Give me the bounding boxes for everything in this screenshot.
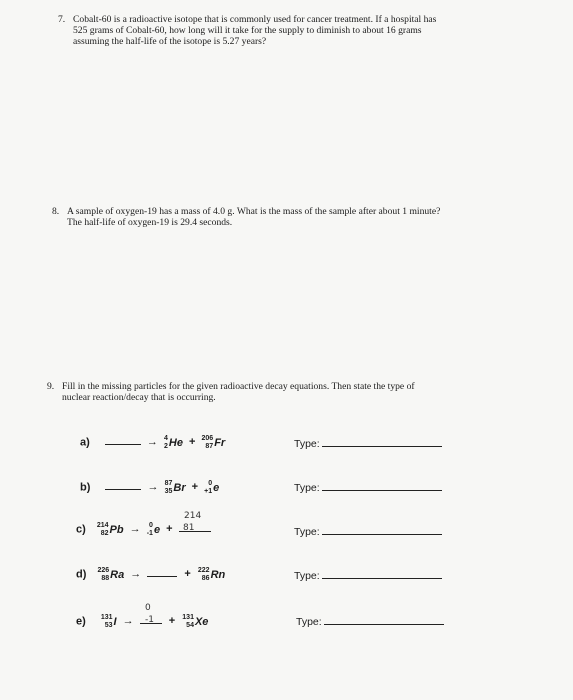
question-line: A sample of oxygen-19 has a mass of 4.0 g. What is the mass of the sample after about 1 minute? xyxy=(67,206,441,217)
plus-sign: + xyxy=(168,615,176,628)
answer-blank[interactable] xyxy=(147,576,177,577)
type-answer-line[interactable] xyxy=(322,534,442,535)
equation-label: e) xyxy=(76,615,86,628)
question-line: Fill in the missing particles for the given radioactive decay equations. Then state the type of xyxy=(62,381,415,392)
question-8 xyxy=(52,206,522,232)
handwritten-mass-number: 0 xyxy=(145,603,151,613)
equation-label: a) xyxy=(80,436,90,449)
plus-sign: + xyxy=(166,523,173,536)
question-line: nuclear reaction/decay that is occurring. xyxy=(62,392,216,403)
equation-e xyxy=(76,614,208,629)
question-text xyxy=(62,381,415,403)
question-line: Cobalt-60 is a radioactive isotope that is commonly used for cancer treatment. If a hospital has xyxy=(73,14,437,25)
type-answer-line[interactable] xyxy=(322,490,442,491)
question-line: The half-life of oxygen-19 is 29.4 seconds. xyxy=(67,217,233,228)
arrow-icon: → xyxy=(122,615,134,628)
type-answer-line[interactable] xyxy=(322,446,442,447)
handwritten-mass-number: 214 xyxy=(184,511,202,521)
type-label: Type: xyxy=(294,570,320,582)
question-line: assuming the half-life of the isotope is 5.27 years? xyxy=(73,36,267,47)
type-answer-line[interactable] xyxy=(324,624,444,625)
type-answer-c[interactable] xyxy=(294,526,442,538)
type-label: Type: xyxy=(294,526,320,538)
type-answer-line[interactable] xyxy=(322,578,442,579)
plus-sign: + xyxy=(189,436,196,449)
question-text xyxy=(67,206,440,228)
question-number: 7. xyxy=(58,14,66,25)
type-answer-d[interactable] xyxy=(294,570,442,582)
type-label: Type: xyxy=(296,616,322,628)
equation-label: b) xyxy=(80,481,91,494)
question-9 xyxy=(47,381,527,407)
plus-sign: + xyxy=(184,568,191,581)
type-answer-b[interactable] xyxy=(294,482,442,494)
equation-b xyxy=(80,480,219,495)
question-number: 8. xyxy=(52,206,60,217)
nuclide-positron: 0 +1 e xyxy=(204,480,220,495)
nuclide-ra: 226 88 Ra xyxy=(97,567,125,582)
question-line: 525 grams of Cobalt-60, how long will it take for the supply to diminish to about 16 grams xyxy=(73,25,422,36)
answer-blank[interactable] xyxy=(105,444,141,445)
equation-d xyxy=(76,567,225,582)
answer-blank[interactable] xyxy=(105,489,141,490)
equation-a xyxy=(80,435,225,450)
question-text xyxy=(73,14,436,47)
handwritten-atomic-number: 81 xyxy=(183,523,195,533)
nuclide-br: 87 35 Br xyxy=(164,480,186,495)
nuclide-beta: 0 -1 e xyxy=(146,522,161,537)
type-answer-e[interactable] xyxy=(296,616,444,628)
type-label: Type: xyxy=(294,438,320,450)
arrow-icon: → xyxy=(129,523,141,536)
nuclide-he: 4 2 He xyxy=(163,435,183,450)
arrow-icon: → xyxy=(146,436,158,449)
type-label: Type: xyxy=(294,482,320,494)
question-number: 9. xyxy=(47,381,55,392)
type-answer-a[interactable] xyxy=(294,438,442,450)
plus-sign: + xyxy=(191,481,199,494)
nuclide-rn: 222 86 Rn xyxy=(197,567,226,582)
arrow-icon: → xyxy=(130,568,142,581)
arrow-icon: → xyxy=(147,481,159,494)
equation-label: d) xyxy=(76,568,87,581)
nuclide-xe: 131 54 Xe xyxy=(182,614,209,629)
equation-label: c) xyxy=(76,523,86,536)
nuclide-fr: 206 87 Fr xyxy=(201,435,226,450)
nuclide-i: 131 53 I xyxy=(100,614,117,629)
nuclide-pb: 214 82 Pb xyxy=(96,522,124,537)
question-7 xyxy=(58,14,518,54)
handwritten-atomic-number: -1 xyxy=(145,615,154,625)
